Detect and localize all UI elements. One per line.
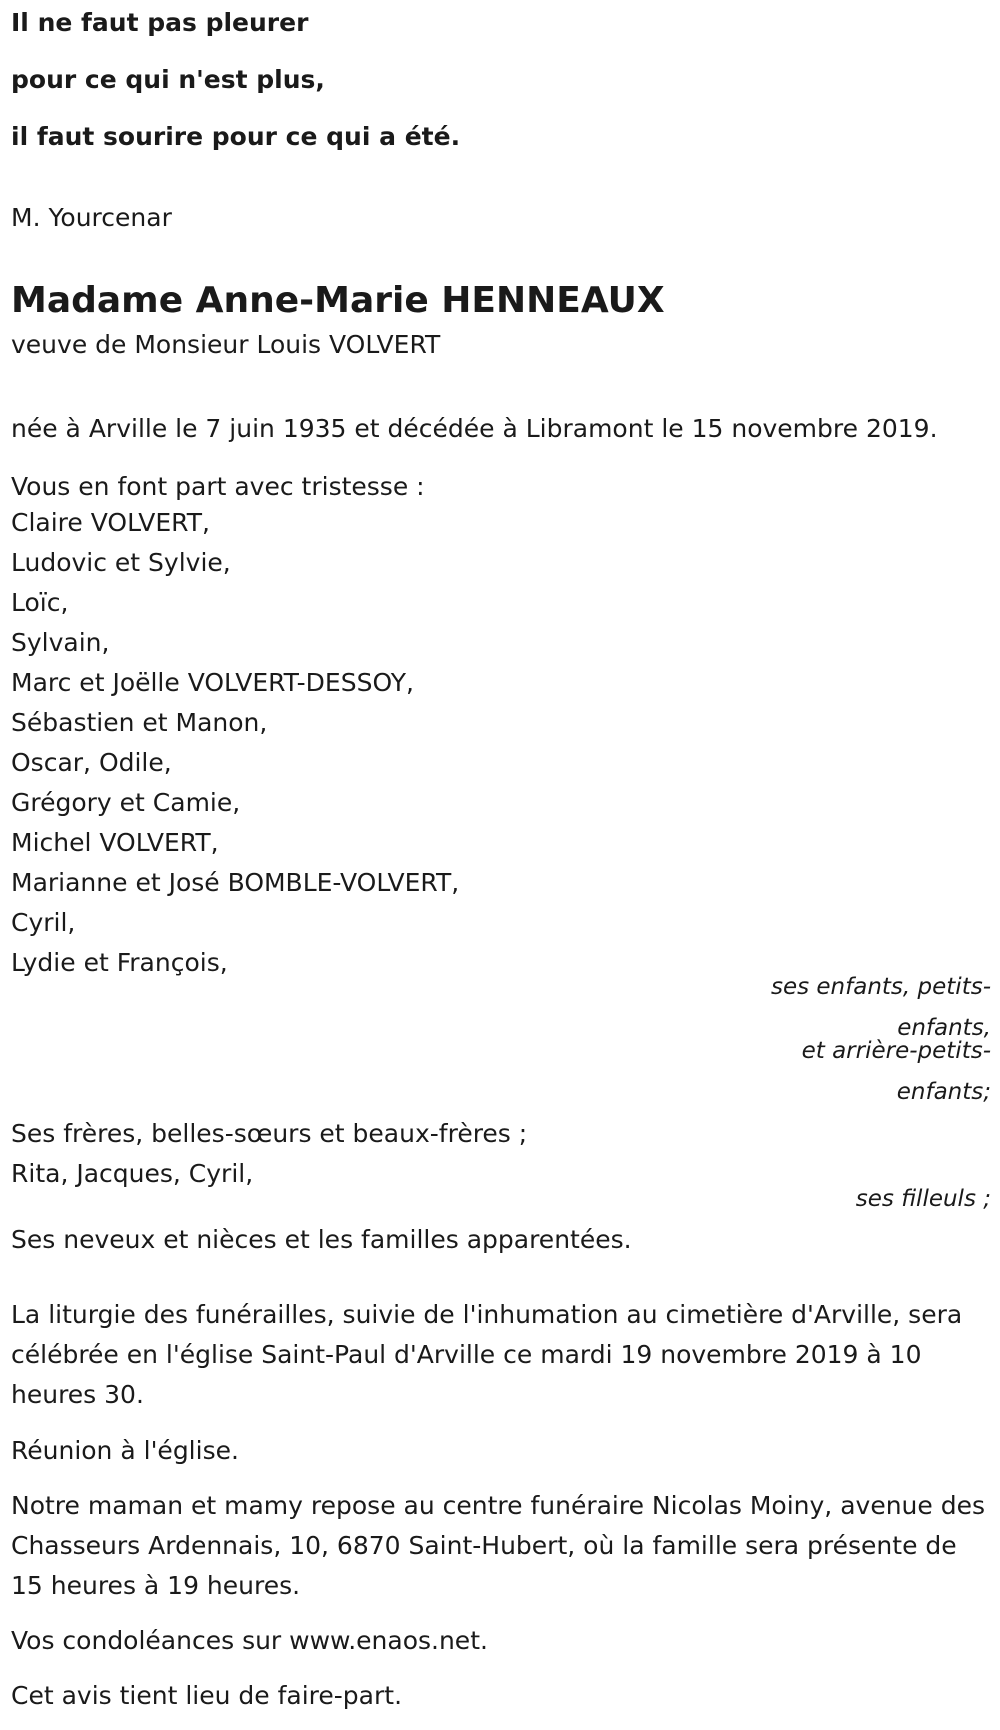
family-member: Sylvain,: [11, 628, 110, 657]
condolences-paragraph: Vos condoléances sur www.enaos.net.: [11, 1626, 488, 1655]
quote-author: M. Yourcenar: [11, 203, 172, 232]
family-member: Cyril,: [11, 908, 76, 937]
family-member: Sébastien et Manon,: [11, 708, 268, 737]
quote-line-2: pour ce qui n'est plus,: [11, 65, 325, 94]
role-great-grandchildren: et arrière-petits-enfants;: [801, 1038, 991, 1105]
liturgy-paragraph: La liturgie des funérailles, suivie de l'inhumation au cimetière d'Arville, sera célébrée en l'église Saint-Paul d'Arville ce mardi 19 novembre 2019 à 10 heures 30.: [11, 1300, 963, 1409]
family-member: Marc et Joëlle VOLVERT-DESSOY,: [11, 668, 414, 697]
quote-line-3: il faut sourire pour ce qui a été.: [11, 122, 461, 151]
family-member: Loïc,: [11, 588, 69, 617]
family-member: Claire VOLVERT,: [11, 508, 210, 537]
widow-of: veuve de Monsieur Louis VOLVERT: [11, 330, 441, 359]
announcement-intro: Vous en font part avec tristesse :: [11, 472, 425, 501]
deceased-name: Madame Anne-Marie HENNEAUX: [11, 280, 665, 321]
quote-line-1: Il ne faut pas pleurer: [11, 8, 309, 37]
nephews-line: Ses neveux et nièces et les familles apparentées.: [11, 1225, 632, 1254]
godchildren-names: Rita, Jacques, Cyril,: [11, 1159, 254, 1188]
meeting-paragraph: Réunion à l'église.: [11, 1436, 239, 1465]
family-member: Lydie et François,: [11, 948, 228, 977]
role-godchildren: ses filleuls ;: [855, 1186, 991, 1212]
notice-paragraph: Cet avis tient lieu de faire-part.: [11, 1681, 403, 1710]
family-list: [11, 503, 459, 983]
family-member: Michel VOLVERT,: [11, 828, 219, 857]
family-member: Ludovic et Sylvie,: [11, 548, 231, 577]
family-member: Oscar, Odile,: [11, 748, 172, 777]
rest-paragraph: Notre maman et mamy repose au centre funéraire Nicolas Moiny, avenue des Chasseurs Ardennais, 10, 6870 Saint-Hubert, où la famille sera présente de 15 heures à 19 heures.: [11, 1491, 985, 1600]
siblings-line: Ses frères, belles-sœurs et beaux-frères ;: [11, 1119, 528, 1148]
birth-death-dates: née à Arville le 7 juin 1935 et décédée à Libramont le 15 novembre 2019.: [11, 414, 938, 443]
role-children: ses enfants, petits-enfants,: [770, 974, 991, 1041]
family-member: Grégory et Camie,: [11, 788, 241, 817]
family-member: Marianne et José BOMBLE-VOLVERT,: [11, 868, 460, 897]
